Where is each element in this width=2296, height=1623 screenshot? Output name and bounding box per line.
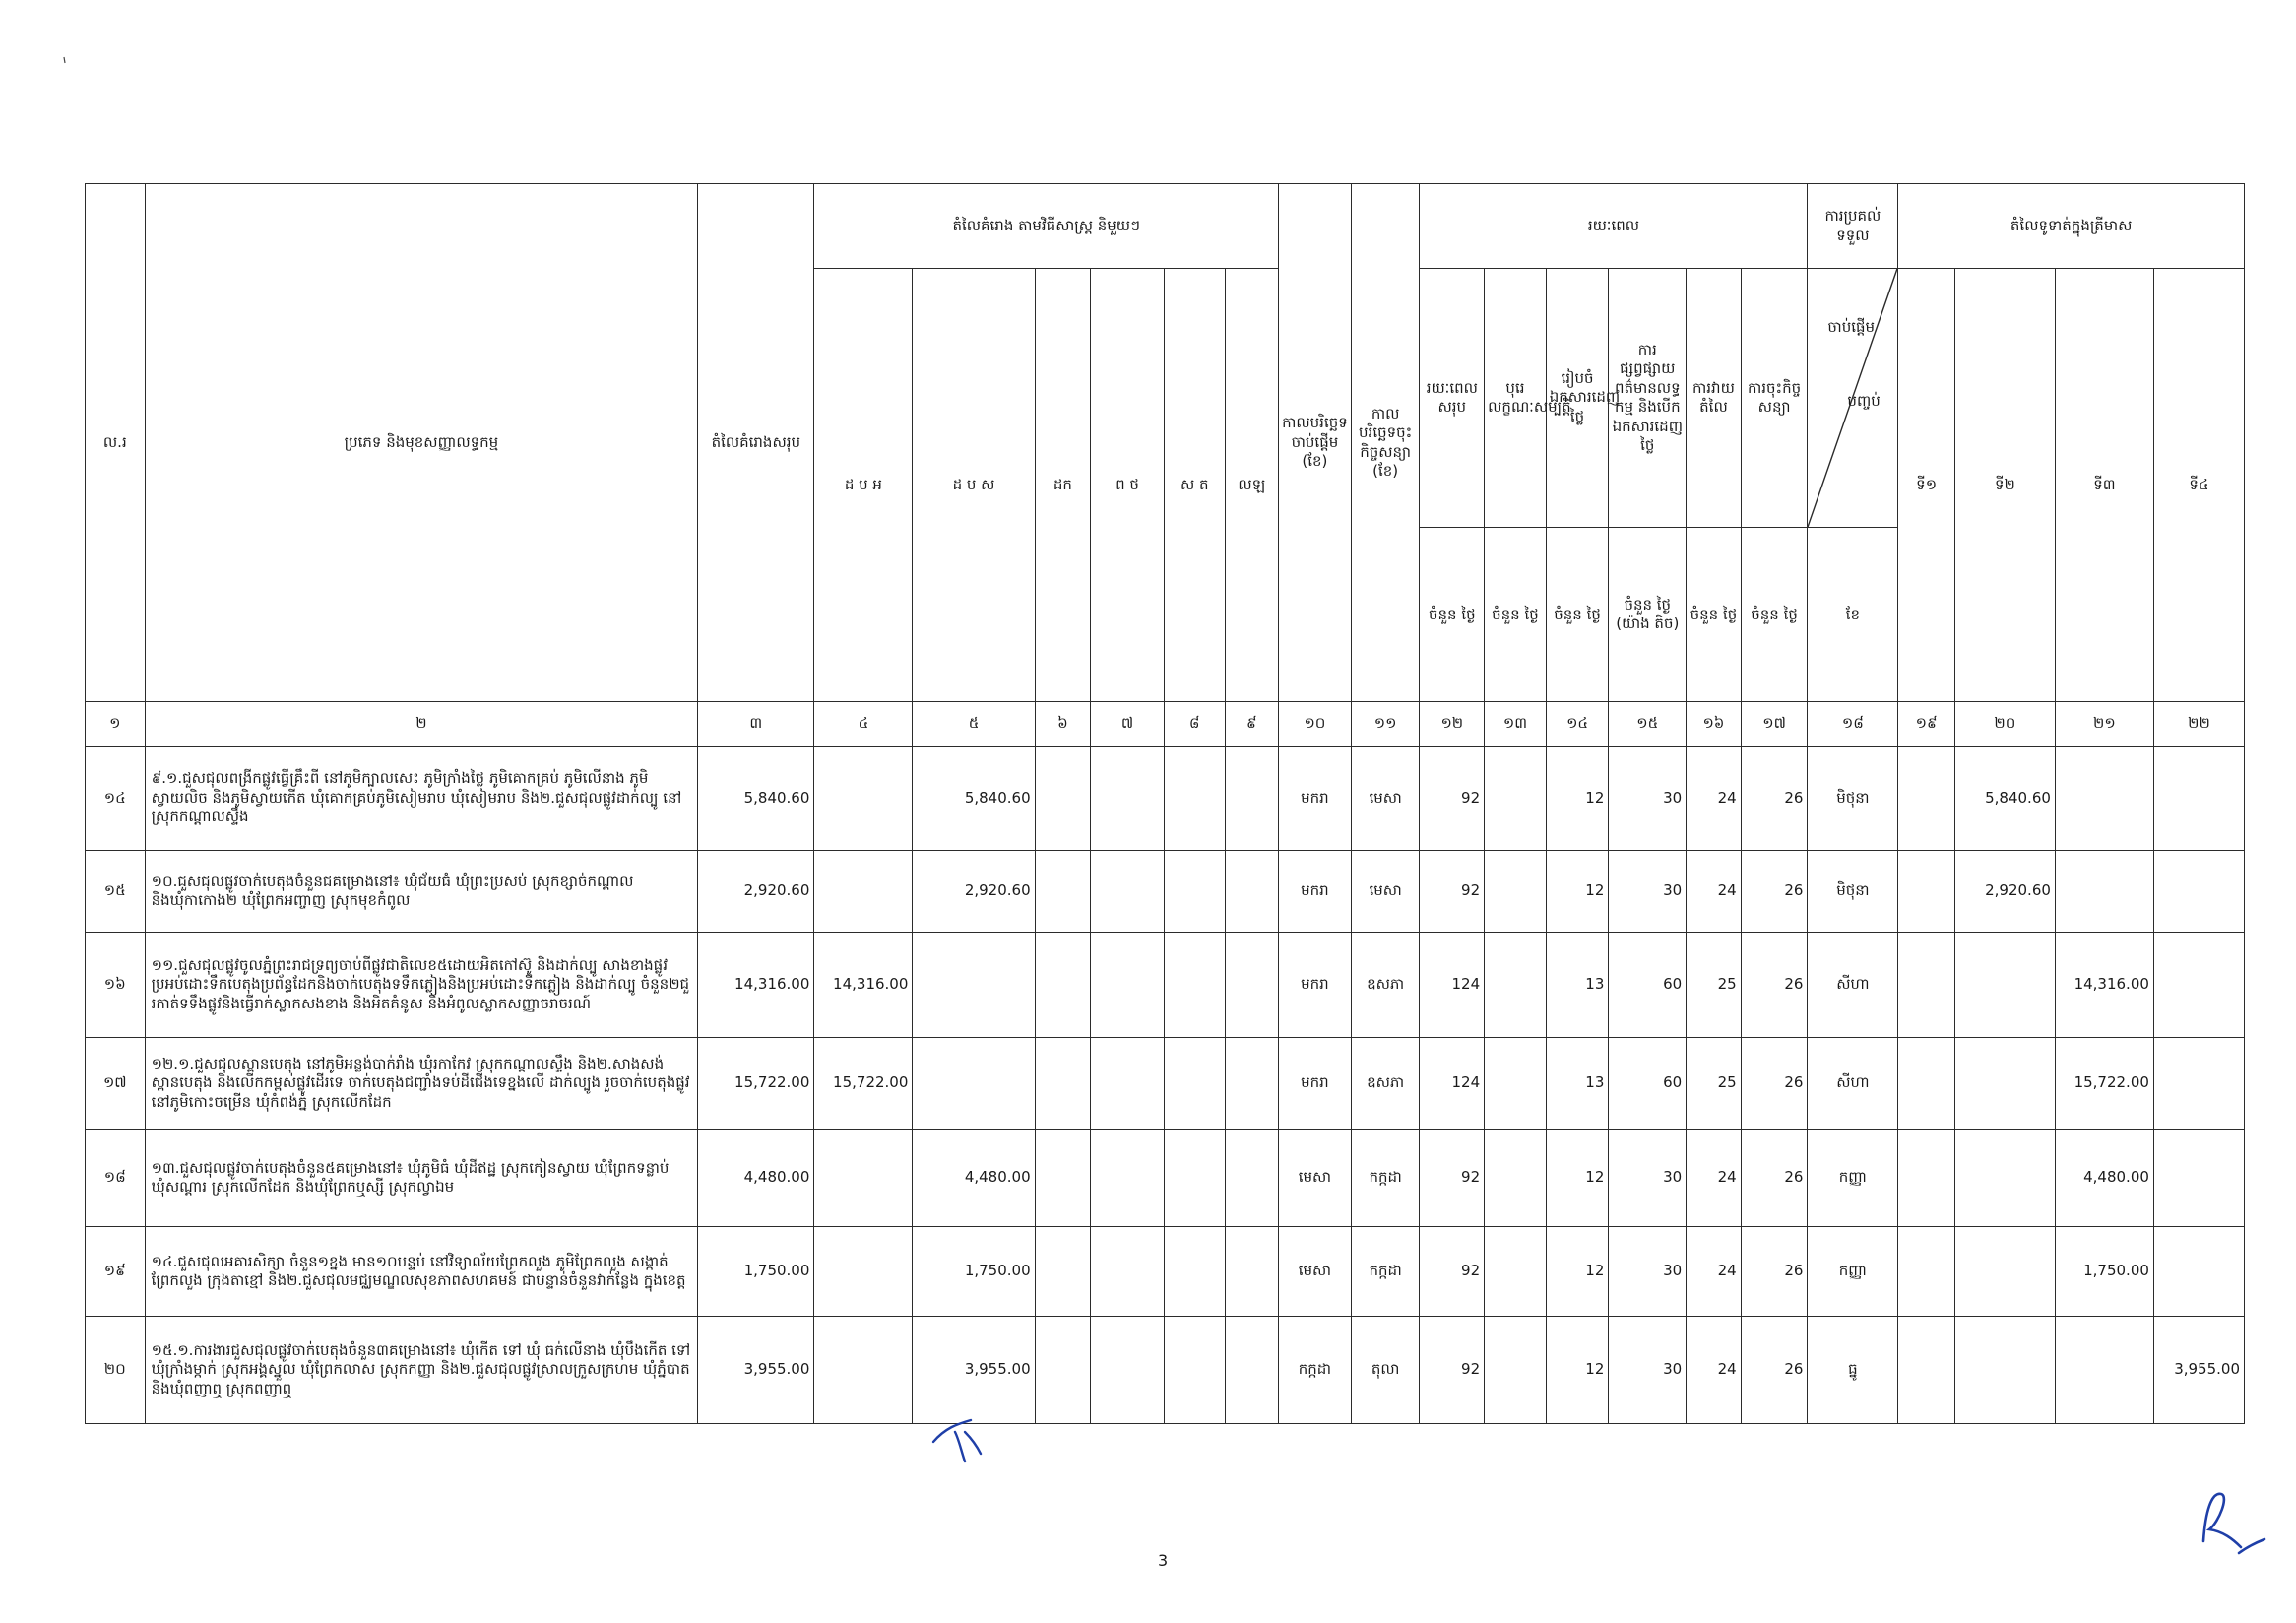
row-quarter-2 [1954, 1227, 2055, 1317]
column-number-4: ៤ [814, 702, 913, 746]
row-description: ១៣.ជួសជុលផ្លូវចាក់បេតុងចំនួន៥គម្រោងនៅ៖ ឃុំភូមិធំ ឃុំដីឥដ្ឋ ស្រុកកៀនស្វាយ ឃុំព្រែកទន្លាប់ ឃុំសណ្តារ ស្រុកលើកដែក និងឃុំព្រែកឬស្សី ស្រុកល្វាឯម [145, 1130, 698, 1227]
source-group-header: តំលៃគំរោង តាមវិធីសាស្ត្រ និមួយៗ [814, 184, 1279, 269]
row-duration-publish: 30 [1609, 1317, 1687, 1424]
table-row [86, 850, 2245, 933]
quarter-col-1: ទី១ [1898, 269, 1955, 702]
row-delivery-month: កញ្ញា [1808, 1130, 1898, 1227]
row-source-1 [814, 850, 913, 933]
column-number-3: ៣ [698, 702, 814, 746]
row-quarter-4 [2153, 1130, 2244, 1227]
column-number-13: ១៣ [1485, 702, 1547, 746]
row-quarter-4: 3,955.00 [2153, 1317, 2244, 1424]
handwritten-signature-icon [2194, 1482, 2272, 1571]
row-duration-contract: 26 [1741, 1130, 1808, 1227]
row-duration-total: 92 [1420, 746, 1485, 850]
row-source-2 [913, 1037, 1035, 1130]
row-quarter-4 [2153, 1227, 2244, 1317]
row-duration-contract: 26 [1741, 1037, 1808, 1130]
row-source-6 [1225, 746, 1279, 850]
col-period-start-header: កាលបរិច្ឆេទចាប់ផ្តើម (ខែ) [1279, 184, 1352, 702]
duration-unit-1: ចំនួន ថ្ងៃ [1420, 528, 1485, 702]
row-quarter-3: 15,722.00 [2055, 1037, 2153, 1130]
row-quarter-2 [1954, 1317, 2055, 1424]
table-row [86, 1227, 2245, 1317]
row-quarter-3: 14,316.00 [2055, 933, 2153, 1037]
row-source-5 [1164, 1317, 1225, 1424]
table-row [86, 1037, 2245, 1130]
row-estimate-total: 5,840.60 [698, 746, 814, 850]
row-duration-publish: 30 [1609, 850, 1687, 933]
row-duration-contract: 26 [1741, 746, 1808, 850]
row-number: ១៤ [86, 746, 146, 850]
row-quarter-1 [1898, 1227, 1955, 1317]
row-duration-publish: 30 [1609, 1130, 1687, 1227]
row-quarter-2 [1954, 1130, 2055, 1227]
column-number-18: ១៨ [1808, 702, 1898, 746]
row-estimate-total: 4,480.00 [698, 1130, 814, 1227]
row-number: ១៨ [86, 1130, 146, 1227]
row-source-4 [1091, 1130, 1165, 1227]
row-period-start: កក្កដា [1279, 1317, 1352, 1424]
column-number-14: ១៤ [1546, 702, 1609, 746]
column-number-1: ១ [86, 702, 146, 746]
row-quarter-1 [1898, 746, 1955, 850]
column-number-row [86, 702, 2245, 746]
row-source-2: 1,750.00 [913, 1227, 1035, 1317]
row-number: ២០ [86, 1317, 146, 1424]
row-number: ១៩ [86, 1227, 146, 1317]
column-number-9: ៩ [1225, 702, 1279, 746]
column-number-17: ១៧ [1741, 702, 1808, 746]
row-source-5 [1164, 933, 1225, 1037]
column-number-5: ៥ [913, 702, 1035, 746]
duration-unit-2: ចំនួន ថ្ងៃ [1485, 528, 1547, 702]
row-source-5 [1164, 1130, 1225, 1227]
row-duration-contract: 26 [1741, 1317, 1808, 1424]
column-number-12: ១២ [1420, 702, 1485, 746]
row-duration-prepare: 12 [1546, 1130, 1609, 1227]
row-duration-prequal [1485, 850, 1547, 933]
scan-mark-icon [59, 37, 69, 67]
row-description: ១០.ជួសជុលផ្លូវចាក់បេតុងចំនួនជគម្រោងនៅ៖ ឃុំជ័យធំ ឃុំព្រះប្រសប់ ស្រុកខ្សាច់កណ្តាល និងឃុំកាកោង២ ឃុំព្រែកអញ្ចាញ ស្រុកមុខកំពូល [145, 850, 698, 933]
row-duration-prequal [1485, 1037, 1547, 1130]
row-duration-evaluate: 24 [1687, 746, 1742, 850]
column-number-19: ១៩ [1898, 702, 1955, 746]
row-period-contract: កក្កដា [1351, 1227, 1420, 1317]
row-source-5 [1164, 746, 1225, 850]
row-source-5 [1164, 850, 1225, 933]
row-duration-evaluate: 25 [1687, 1037, 1742, 1130]
row-estimate-total: 14,316.00 [698, 933, 814, 1037]
row-period-contract: តុលា [1351, 1317, 1420, 1424]
row-duration-contract: 26 [1741, 1227, 1808, 1317]
row-period-contract: កក្កដា [1351, 1130, 1420, 1227]
row-quarter-2: 5,840.60 [1954, 746, 2055, 850]
row-quarter-1 [1898, 1317, 1955, 1424]
row-delivery-month: សីហា [1808, 1037, 1898, 1130]
row-quarter-4 [2153, 850, 2244, 933]
row-source-3 [1035, 1227, 1091, 1317]
row-quarter-3 [2055, 746, 2153, 850]
row-quarter-4 [2153, 1037, 2244, 1130]
row-duration-publish: 60 [1609, 933, 1687, 1037]
row-description: ១៤.ជួសជុលអគារសិក្សា ចំនួន១ខ្នង មាន១០បន្ទប់ នៅវិទ្យាល័យព្រែកលួង ភូមិព្រែកលួង សង្កាត់ព្រែកលួង ក្រុងតាខ្មៅ និង២.ជួសជុលមជ្ឈមណ្ឌលសុខភាពសហគមន៍ ជាបន្ទាន់ចំនួនវាក់ន្លែង ក្នុងខេត្ត [145, 1227, 698, 1317]
row-source-6 [1225, 1227, 1279, 1317]
row-duration-prequal [1485, 1130, 1547, 1227]
row-source-6 [1225, 933, 1279, 1037]
col-type-header: ប្រភេទ និងមុខសញ្ញាលទ្ធកម្ម [145, 184, 698, 702]
row-quarter-3: 4,480.00 [2055, 1130, 2153, 1227]
row-source-3 [1035, 746, 1091, 850]
row-estimate-total: 3,955.00 [698, 1317, 814, 1424]
table-row [86, 1130, 2245, 1227]
row-duration-evaluate: 24 [1687, 1130, 1742, 1227]
column-number-6: ៦ [1035, 702, 1091, 746]
column-number-10: ១០ [1279, 702, 1352, 746]
source-col-4: ព ថ [1091, 269, 1165, 702]
table-row [86, 746, 2245, 850]
row-duration-prepare: 13 [1546, 1037, 1609, 1130]
row-source-6 [1225, 850, 1279, 933]
row-source-2 [913, 933, 1035, 1037]
column-number-16: ១៦ [1687, 702, 1742, 746]
expected-start-end-header [1808, 269, 1898, 528]
row-estimate-total: 2,920.60 [698, 850, 814, 933]
duration-col-5: ការវាយតំលៃ [1687, 269, 1742, 528]
row-duration-prepare: 12 [1546, 1227, 1609, 1317]
duration-col-2: បុរេលក្ខណៈសម្បត្តិ [1485, 269, 1547, 528]
row-delivery-month: សីហា [1808, 933, 1898, 1037]
row-quarter-1 [1898, 1130, 1955, 1227]
duration-unit-5: ចំនួន ថ្ងៃ [1687, 528, 1742, 702]
row-period-contract: ឧសភា [1351, 933, 1420, 1037]
row-source-4 [1091, 850, 1165, 933]
row-source-3 [1035, 1317, 1091, 1424]
row-number: ១៧ [86, 1037, 146, 1130]
row-source-2: 3,955.00 [913, 1317, 1035, 1424]
row-duration-total: 124 [1420, 1037, 1485, 1130]
source-col-1: ដ ប អ [814, 269, 913, 702]
column-number-22: ២២ [2153, 702, 2244, 746]
row-source-3 [1035, 850, 1091, 933]
row-quarter-4 [2153, 746, 2244, 850]
row-duration-evaluate: 24 [1687, 1317, 1742, 1424]
row-duration-publish: 60 [1609, 1037, 1687, 1130]
row-duration-publish: 30 [1609, 1227, 1687, 1317]
row-description: ១១.ជួសជុលផ្លូវចូលភ្នំព្រះរាជទ្រព្យចាប់ពីផ្លូវជាតិលេខ៥ដោយអិតកៅស៊ូ និងដាក់ល្បូ សាងខាងផ្លូវ ប្រអប់ដោះទឹកបេតុងប្រព័ន្ធដែកនិងចាក់បេតុងទទឹកភ្លៀងនិងប្រអប់ដោះទឹកភ្លៀង និងដាក់ល្បូ ចំនួន២ជួរកាត់ទទឹងផ្លូវនិងធ្វើរាក់ស្លាកសងខាង និងអិតគំនូស និងអំពូលស្លាកសញ្ញាចរាចរណ៍ [145, 933, 698, 1037]
row-quarter-2 [1954, 1037, 2055, 1130]
column-number-11: ១១ [1351, 702, 1420, 746]
row-quarter-2 [1954, 933, 2055, 1037]
row-duration-evaluate: 24 [1687, 850, 1742, 933]
duration-col-6: ការចុះកិច្ចសន្យា [1741, 269, 1808, 528]
row-source-4 [1091, 746, 1165, 850]
table-row [86, 933, 2245, 1037]
row-period-start: មេសា [1279, 1130, 1352, 1227]
row-description: ៩.១.ជួសជុលពង្រីកផ្លូវធ្វើគ្រឹះពី នៅភូមិក្បាលសេះ ភូមិក្រាំងថ្លៃ ភូមិគោកគ្រប់ ភូមិលើនាង ភូមិស្វាយលិច និងភូមិស្វាយកើត ឃុំគោកគ្រប់ភូមិសៀមរាប ឃុំសៀមរាប និង២.ជួសជុលផ្លូវដាក់ល្បូ នៅស្រុកកណ្តាលស្ទឹង [145, 746, 698, 850]
row-duration-total: 92 [1420, 1317, 1485, 1424]
row-source-4 [1091, 1037, 1165, 1130]
row-duration-evaluate: 24 [1687, 1227, 1742, 1317]
row-source-6 [1225, 1037, 1279, 1130]
row-duration-prepare: 12 [1546, 746, 1609, 850]
expected-unit: ខែ [1808, 528, 1898, 702]
row-duration-total: 92 [1420, 1130, 1485, 1227]
row-source-2: 5,840.60 [913, 746, 1035, 850]
table-row [86, 1317, 2245, 1424]
duration-col-1: រយៈពេលសរុប [1420, 269, 1485, 528]
duration-unit-3: ចំនួន ថ្ងៃ [1546, 528, 1609, 702]
row-quarter-1 [1898, 850, 1955, 933]
row-period-start: មេសា [1279, 1227, 1352, 1317]
row-duration-total: 92 [1420, 1227, 1485, 1317]
quarter-group-header: តំលៃទូទាត់ក្នុងត្រីមាស [1898, 184, 2245, 269]
col-estimate-total-header: តំលៃគំរោងសរុប [698, 184, 814, 702]
row-quarter-4 [2153, 933, 2244, 1037]
row-quarter-2: 2,920.60 [1954, 850, 2055, 933]
row-duration-total: 124 [1420, 933, 1485, 1037]
row-delivery-month: មិថុនា [1808, 746, 1898, 850]
row-duration-prepare: 12 [1546, 850, 1609, 933]
row-duration-prepare: 12 [1546, 1317, 1609, 1424]
row-quarter-3: 1,750.00 [2055, 1227, 2153, 1317]
row-source-3 [1035, 1130, 1091, 1227]
duration-col-4: ការផ្សព្វផ្សាយពត៌មានលទ្ធកម្ម និងបើកឯកសារដេញថ្លៃ [1609, 269, 1687, 528]
row-period-contract: មេសា [1351, 850, 1420, 933]
row-source-2: 2,920.60 [913, 850, 1035, 933]
row-duration-contract: 26 [1741, 850, 1808, 933]
row-estimate-total: 1,750.00 [698, 1227, 814, 1317]
row-source-5 [1164, 1037, 1225, 1130]
duration-col-3: រៀបចំឯកសារដេញថ្លៃ [1546, 269, 1609, 528]
row-source-3 [1035, 933, 1091, 1037]
quarter-col-3: ទី៣ [2055, 269, 2153, 702]
initials-signature-icon [925, 1410, 1004, 1469]
row-number: ១៦ [86, 933, 146, 1037]
row-delivery-month: ធ្នូ [1808, 1317, 1898, 1424]
row-quarter-3 [2055, 1317, 2153, 1424]
row-source-1 [814, 1227, 913, 1317]
source-col-6: លឡ [1225, 269, 1279, 702]
row-period-contract: មេសា [1351, 746, 1420, 850]
row-period-start: មករា [1279, 1037, 1352, 1130]
row-duration-prequal [1485, 1317, 1547, 1424]
row-duration-contract: 26 [1741, 933, 1808, 1037]
row-quarter-3 [2055, 850, 2153, 933]
col-no-header: ល.រ [86, 184, 146, 702]
row-quarter-1 [1898, 1037, 1955, 1130]
row-source-2: 4,480.00 [913, 1130, 1035, 1227]
expected-end-label: បញ្ចប់ [1847, 392, 1881, 411]
col-period-contract-header: កាលបរិច្ឆេទចុះកិច្ចសន្យា (ខែ) [1351, 184, 1420, 702]
row-source-3 [1035, 1037, 1091, 1130]
row-duration-prequal [1485, 933, 1547, 1037]
column-number-15: ១៥ [1609, 702, 1687, 746]
quarter-col-4: ទី៤ [2153, 269, 2244, 702]
row-number: ១៥ [86, 850, 146, 933]
column-number-21: ២១ [2055, 702, 2153, 746]
row-source-1: 14,316.00 [814, 933, 913, 1037]
source-col-5: ស ត [1164, 269, 1225, 702]
row-quarter-1 [1898, 933, 1955, 1037]
row-source-5 [1164, 1227, 1225, 1317]
row-delivery-month: មិថុនា [1808, 850, 1898, 933]
row-duration-evaluate: 25 [1687, 933, 1742, 1037]
duration-unit-6: ចំនួន ថ្ងៃ [1741, 528, 1808, 702]
expected-group-header: ការប្រគល់ទទួល [1808, 184, 1898, 269]
row-duration-publish: 30 [1609, 746, 1687, 850]
row-period-contract: ឧសភា [1351, 1037, 1420, 1130]
row-period-start: មករា [1279, 746, 1352, 850]
duration-unit-4: ចំនួន ថ្ងៃ (យ៉ាង តិច) [1609, 528, 1687, 702]
row-duration-prepare: 13 [1546, 933, 1609, 1037]
quarter-col-2: ទី២ [1954, 269, 2055, 702]
row-delivery-month: កញ្ញា [1808, 1227, 1898, 1317]
row-source-4 [1091, 933, 1165, 1037]
row-source-6 [1225, 1130, 1279, 1227]
row-source-4 [1091, 1227, 1165, 1317]
procurement-plan-table [85, 183, 2245, 1424]
row-source-1: 15,722.00 [814, 1037, 913, 1130]
row-source-4 [1091, 1317, 1165, 1424]
row-period-start: មករា [1279, 850, 1352, 933]
row-source-1 [814, 746, 913, 850]
row-estimate-total: 15,722.00 [698, 1037, 814, 1130]
expected-start-label: ចាប់ផ្តើម [1827, 318, 1876, 337]
row-duration-prequal [1485, 746, 1547, 850]
duration-group-header: រយៈពេល [1420, 184, 1808, 269]
row-source-1 [814, 1317, 913, 1424]
row-source-6 [1225, 1317, 1279, 1424]
source-col-2: ដ ប ស [913, 269, 1035, 702]
row-period-start: មករា [1279, 933, 1352, 1037]
column-number-2: ២ [145, 702, 698, 746]
page-number: 3 [1158, 1551, 1169, 1570]
row-duration-prequal [1485, 1227, 1547, 1317]
source-col-3: ដក [1035, 269, 1091, 702]
column-number-8: ៨ [1164, 702, 1225, 746]
row-description: ១៥.១.ការងារជួសជុលផ្លូវចាក់បេតុងចំនួន៣គម្រោងនៅ៖ ឃុំកើត ទៅ ឃុំ ធក់លើនាង ឃុំបឹងកើត ទៅ ឃុំក្រាំងម្កាក់ ស្រុកអង្គស្នួល ឃុំព្រែកលាស ស្រុកកញ្ញា និង២.ជួសជុលផ្លូវស្រាលក្រួសក្រហម ឃុំភ្នំបាត និងឃុំពញាឮ ស្រុកពញាឮ [145, 1317, 698, 1424]
column-number-20: ២០ [1954, 702, 2055, 746]
row-source-1 [814, 1130, 913, 1227]
row-duration-total: 92 [1420, 850, 1485, 933]
column-number-7: ៧ [1091, 702, 1165, 746]
row-description: ១២.១.ជួសជុលស្ពានបេតុង នៅភូមិអន្លង់បាក់រាំង ឃុំរកាកែវ ស្រុកកណ្តាលស្ទឹង និង២.សាងសង់ស្ពានបេតុង និងលើកកម្ពស់ផ្លូវដើរទេ ចាក់បេតុងជញ្ជាំងទប់ដីជើងទេខ្នងលើ ដាក់ល្បូង រួចចាក់បេតុងផ្លូវនៅភូមិកោះចម្រើន ឃុំកំពង់ភ្នំ ស្រុកលើកដែក [145, 1037, 698, 1130]
